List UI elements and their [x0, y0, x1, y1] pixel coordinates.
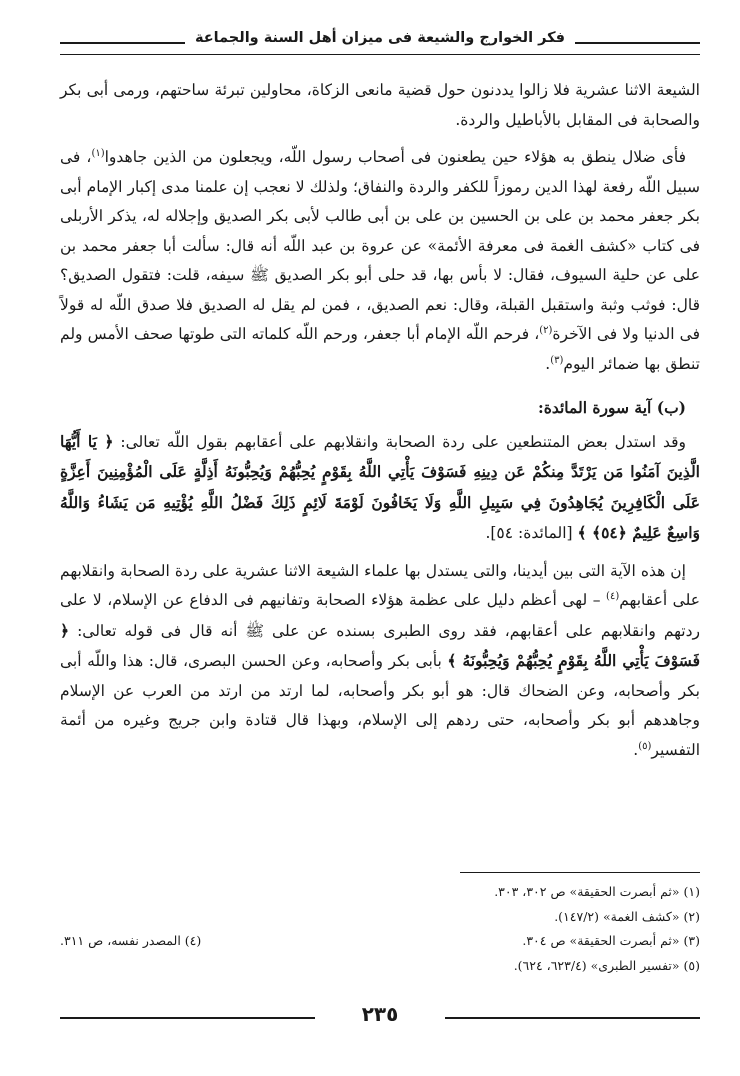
- footnote-3: (٣) «ثم أبصرت الحقيقة» ص ٣٠٤.: [522, 933, 700, 948]
- footnote-ref-2[interactable]: (٢): [539, 324, 553, 336]
- running-header: [60, 28, 700, 62]
- footnote-5: (٥) «تفسير الطبرى» (٦٢٣/٤، ٦٢٤).: [513, 957, 700, 973]
- quran-verse-1: ﴿ يَا أَيُّهَا الَّذِينَ آمَنُوا مَن يَرْتَدَّ مِنكُمْ عَن دِينِهِ فَسَوْفَ يَأْتِي اللَّهُ بِقَوْمٍ يُحِبُّهُمْ وَيُحِبُّونَهُ أَذِلَّةٍ عَلَى الْمُؤْمِنِينَ أَعِزَّةٍ عَلَى الْكَافِرِينَ يُجَاهِدُونَ فِي سَبِيلِ اللَّهِ وَلَا يَخَافُونَ لَوْمَةَ لَائِمٍ ذَلِكَ فَضْلُ اللَّهِ يُؤْتِيهِ مَن يَشَاءُ وَاللَّهُ وَاسِعٌ عَلِيمٌ ﴿٥٤﴾ ﴾: [60, 431, 700, 542]
- footnote-row-3-4: [60, 929, 700, 954]
- verse-reference: [المائدة: ٥٤].: [485, 524, 573, 542]
- footnote-ref-3[interactable]: (٣): [550, 354, 564, 366]
- header-title: فكر الخوارج والشيعة فى ميزان أهل السنة والجماعة: [60, 30, 700, 46]
- quran-verse-2: ﴿ فَسَوْفَ يَأْتِي اللَّهُ بِقَوْمٍ يُحِبُّهُمْ وَيُحِبُّونَهُ ﴾: [60, 620, 700, 670]
- footnote-separator: [460, 872, 700, 873]
- paragraph-1: الشيعة الاثنا عشرية فلا زالوا يددنون حول قضية مانعى الزكاة، محاولين تبرئة ساحتهم، ورمى أبى بكر والصحابة فى المقابل بالأباطيل والردة.: [60, 81, 700, 129]
- paragraph-maida: وقد استدل بعض المتنطعين على ردة الصحابة وانقلابهم على أعقابهم بقول اللّه تعالى: ﴿ يَا أَيُّهَا الَّذِينَ آمَنُوا مَن يَرْتَدَّ مِنكُمْ عَن دِينِهِ فَسَوْفَ يَأْتِي اللَّهُ بِقَوْمٍ يُحِبُّهُمْ وَيُحِبُّونَهُ أَذِلَّةٍ عَلَى الْمُؤْمِنِينَ أَعِزَّةٍ عَلَى الْكَافِرِينَ يُجَاهِدُونَ فِي سَبِيلِ اللَّهِ وَلَا يَخَافُونَ لَوْمَةَ لَائِمٍ ذَلِكَ فَضْلُ اللَّهِ يُؤْتِيهِ مَن يَشَاءُ وَاللَّهُ وَاسِعٌ عَلِيمٌ ﴿٥٤﴾ ﴾ [المائدة: ٥٤].: [60, 431, 700, 542]
- footnote-ref-1[interactable]: (١): [91, 147, 105, 159]
- paragraph-3: إن هذه الآية التى بين أيدينا، والتى يستدل بها علماء الشيعة الاثنا عشرية على ردة الصحابة وانقلابهم على أعقابهم$^{(٤)}$ – لهى أعظم دليل على عظمة هؤلاء الصحابة وتفانيهم فى الدفاع عن الإسلام، لا على ردتهم وانقلابهم على أعقابهم، فقد روى الطبرى بسنده عن على ﷺ أنه قال فى قوله تعالى: ﴿ فَسَوْفَ يَأْتِي اللَّهُ بِقَوْمٍ يُحِبُّهُمْ وَيُحِبُّونَهُ ﴾ بأبى بكر وأصحابه، وعن الحسن البصرى، قال: هذا واللّه أبى بكر وأصحابه، وعن الضحاك قال: هو أبو بكر وأصحابه، لما ارتد من ارتد من العرب عن الإسلام وجاهدهم أبو بكر وأصحابه، حتى ردهم إلى الإسلام، وبهذا قال قتادة وابن جريج وغيره من أئمة التفسير$^{(٥)}$.: [60, 561, 700, 759]
- footnote-4: (٤) المصدر نفسه، ص ٣١١.: [60, 933, 202, 948]
- section-heading: (ب) آية سورة المائدة:: [538, 398, 686, 417]
- header-underline: [60, 54, 700, 55]
- footnotes: [60, 880, 700, 978]
- footnote-ref-4[interactable]: (٤): [606, 590, 620, 602]
- book-page: [60, 28, 700, 1048]
- main-text: [60, 76, 700, 773]
- page-number: ٢٣٥: [361, 1002, 399, 1026]
- footnote-1: (١) «ثم أبصرت الحقيقة» ص ٣٠٢، ٣٠٣.: [494, 884, 700, 899]
- footnote-2: (٢) «كشف الغمة» (١٤٧/٢).: [554, 908, 700, 924]
- page-footer: [60, 1002, 700, 1032]
- footnote-ref-5[interactable]: (٥): [638, 740, 652, 752]
- paragraph-2: فأى ضلال ينطق به هؤلاء حين يطعنون فى أصحاب رسول اللّه، ويجعلون من الذين جاهدوا$^{(١)}$، فى سبيل اللّه رفعة لهذا الدين رموزاً للكفر والردة والنفاق؛ ولذلك لا نعجب إن علمنا مدى إكبار الإمام أبى بكر جعفر محمد بن على بن الحسين بن على بن أبى طالب لأبى بكر الصديق وإجلاله له، يذكر الأربلى فى كتاب «كشف الغمة فى معرفة الأئمة» عن عروة بن عبد اللّه أنه قال: سألت أبا جعفر محمد بن على عن حلية السيوف، فقال: لا بأس بها، قد حلى أبو بكر الصديق ﷺ سيفه، قلت: فتقول الصديق؟ قال: فوثب وثبة واستقبل القبلة، وقال: نعم الصديق، ، فمن لم يقل له الصديق فلا صدق اللّه له قولاً فى الدنيا ولا فى الآخرة$^{(٢)}$، فرحم اللّه الإمام أبا جعفر، ورحم اللّه كلماته التى طوتها صحف الأمس ولم تنطق بها ضمائر اليوم$^{(٣)}$.: [60, 147, 700, 373]
